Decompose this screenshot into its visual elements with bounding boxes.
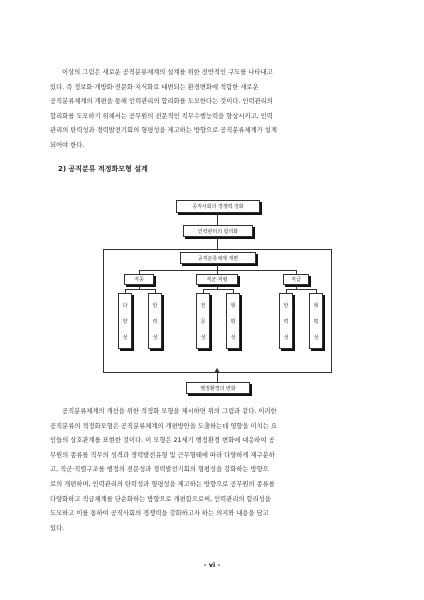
category-series-box: 직군·직렬 xyxy=(196,274,238,285)
competitiveness-box: 공직사회의 경쟁력 강화 xyxy=(176,200,260,213)
arrow-up-icon xyxy=(214,368,220,373)
value-column-diversity xyxy=(118,293,132,349)
connector-line xyxy=(217,214,218,225)
text-line: 도모하고 이를 통하여 공직사회의 경쟁력을 강화하고자 하는 의지와 내용을 담고 xyxy=(50,510,269,518)
classification-reform-box: 공직분류체계 개편 xyxy=(180,252,256,264)
environment-change-box: 행정환경의 변화 xyxy=(186,382,250,394)
value-char: 성 xyxy=(152,334,158,341)
value-char: 평 xyxy=(230,318,236,325)
text-line: 공직분류체계의 개선을 위한 적정화 모형을 제시하면 위의 그림과 같다. 이러한 xyxy=(62,408,277,415)
text-line: 공직분류의 적정화모형은 공직분류체계의 개편방안을 도출하는데 영향을 미치는 요 xyxy=(50,422,277,430)
text-line: 합리화를 도모하기 위해서는 공무원의 전문적인 직무수행능력을 향상시키고, 인력 xyxy=(50,112,273,120)
text-line: 로의 개편하며, 인력관리의 탄력성과 형평성을 제고하는 방향으로 공무원의 종류를 xyxy=(50,480,275,488)
text-line: 무원의 종류를 직무의 성격과 경력발전유형 및 근무형태에 따라 다양하게 재구분하 xyxy=(50,451,275,459)
text-line: 인들의 상호관계를 표현한 것이다. 이 모형은 21세기 행정환경 변화에 대응하여 공 xyxy=(50,437,275,445)
value-column-flexibility xyxy=(148,293,162,349)
value-char: 탄 xyxy=(283,302,289,309)
branch-line xyxy=(286,289,316,290)
value-column-expertise xyxy=(196,293,210,349)
value-column-equity xyxy=(226,293,240,349)
branch-line xyxy=(203,289,233,290)
category-grade-box: 직급 xyxy=(283,274,309,285)
text-line: 공직분류체계의 개편을 통해 인력관리의 합리화를 도모한다는 것이다. 인력관리의 xyxy=(50,98,273,106)
value-char: 성 xyxy=(230,334,236,341)
closing-paragraph xyxy=(50,405,380,536)
text-line: 관리의 탄력성과 경력발전기회의 형평성을 제고하는 방향으로 공직분류체계가 설계 xyxy=(50,127,277,135)
text-line: 고, 직군·직렬구조를 행정의 전문성과 경력발전기회의 형평성을 강화하는 방향으 xyxy=(50,466,269,474)
value-column-flexibility xyxy=(279,293,293,349)
arrow-line xyxy=(217,372,218,382)
value-char: 양 xyxy=(122,318,128,325)
text-line: 다양화하고 직급체계를 단순화하는 방향으로 개편함으로써, 인력관리의 합리성을 xyxy=(50,495,271,503)
page-number: - vi - xyxy=(203,561,221,569)
value-char: 력 xyxy=(152,318,158,325)
value-column-equity xyxy=(309,293,323,349)
text-line: 있다. 즉 정보화·개방화·전문화·지식화로 대변되는 환경변화에 적합한 새로운 xyxy=(50,83,259,91)
value-char: 다 xyxy=(122,302,128,309)
value-char: 형 xyxy=(230,302,236,309)
value-char: 성 xyxy=(122,334,128,341)
value-char: 평 xyxy=(313,318,319,325)
text-line: 이상의 그림은 새로운 공직분류체계의 설계를 위한 전반적인 구도를 나타내고 xyxy=(62,69,273,76)
value-char: 성 xyxy=(200,334,206,341)
intro-paragraph xyxy=(50,66,380,154)
value-char: 형 xyxy=(313,302,319,309)
text-line: 있다. xyxy=(50,524,65,532)
value-char: 성 xyxy=(283,334,289,341)
text-line: 되어야 한다. xyxy=(50,141,85,149)
value-char: 력 xyxy=(283,318,289,325)
section-heading: 2) 공직분류 적정화모형 설계 xyxy=(58,165,148,173)
value-char: 문 xyxy=(200,318,206,325)
branch-line xyxy=(125,289,155,290)
category-job-type-box: 직종 xyxy=(124,274,154,285)
value-char: 탄 xyxy=(152,302,158,309)
hr-rationalization-box: 인력관리의 합리화 xyxy=(183,225,253,237)
value-char: 성 xyxy=(313,334,319,341)
value-char: 전 xyxy=(200,302,206,309)
